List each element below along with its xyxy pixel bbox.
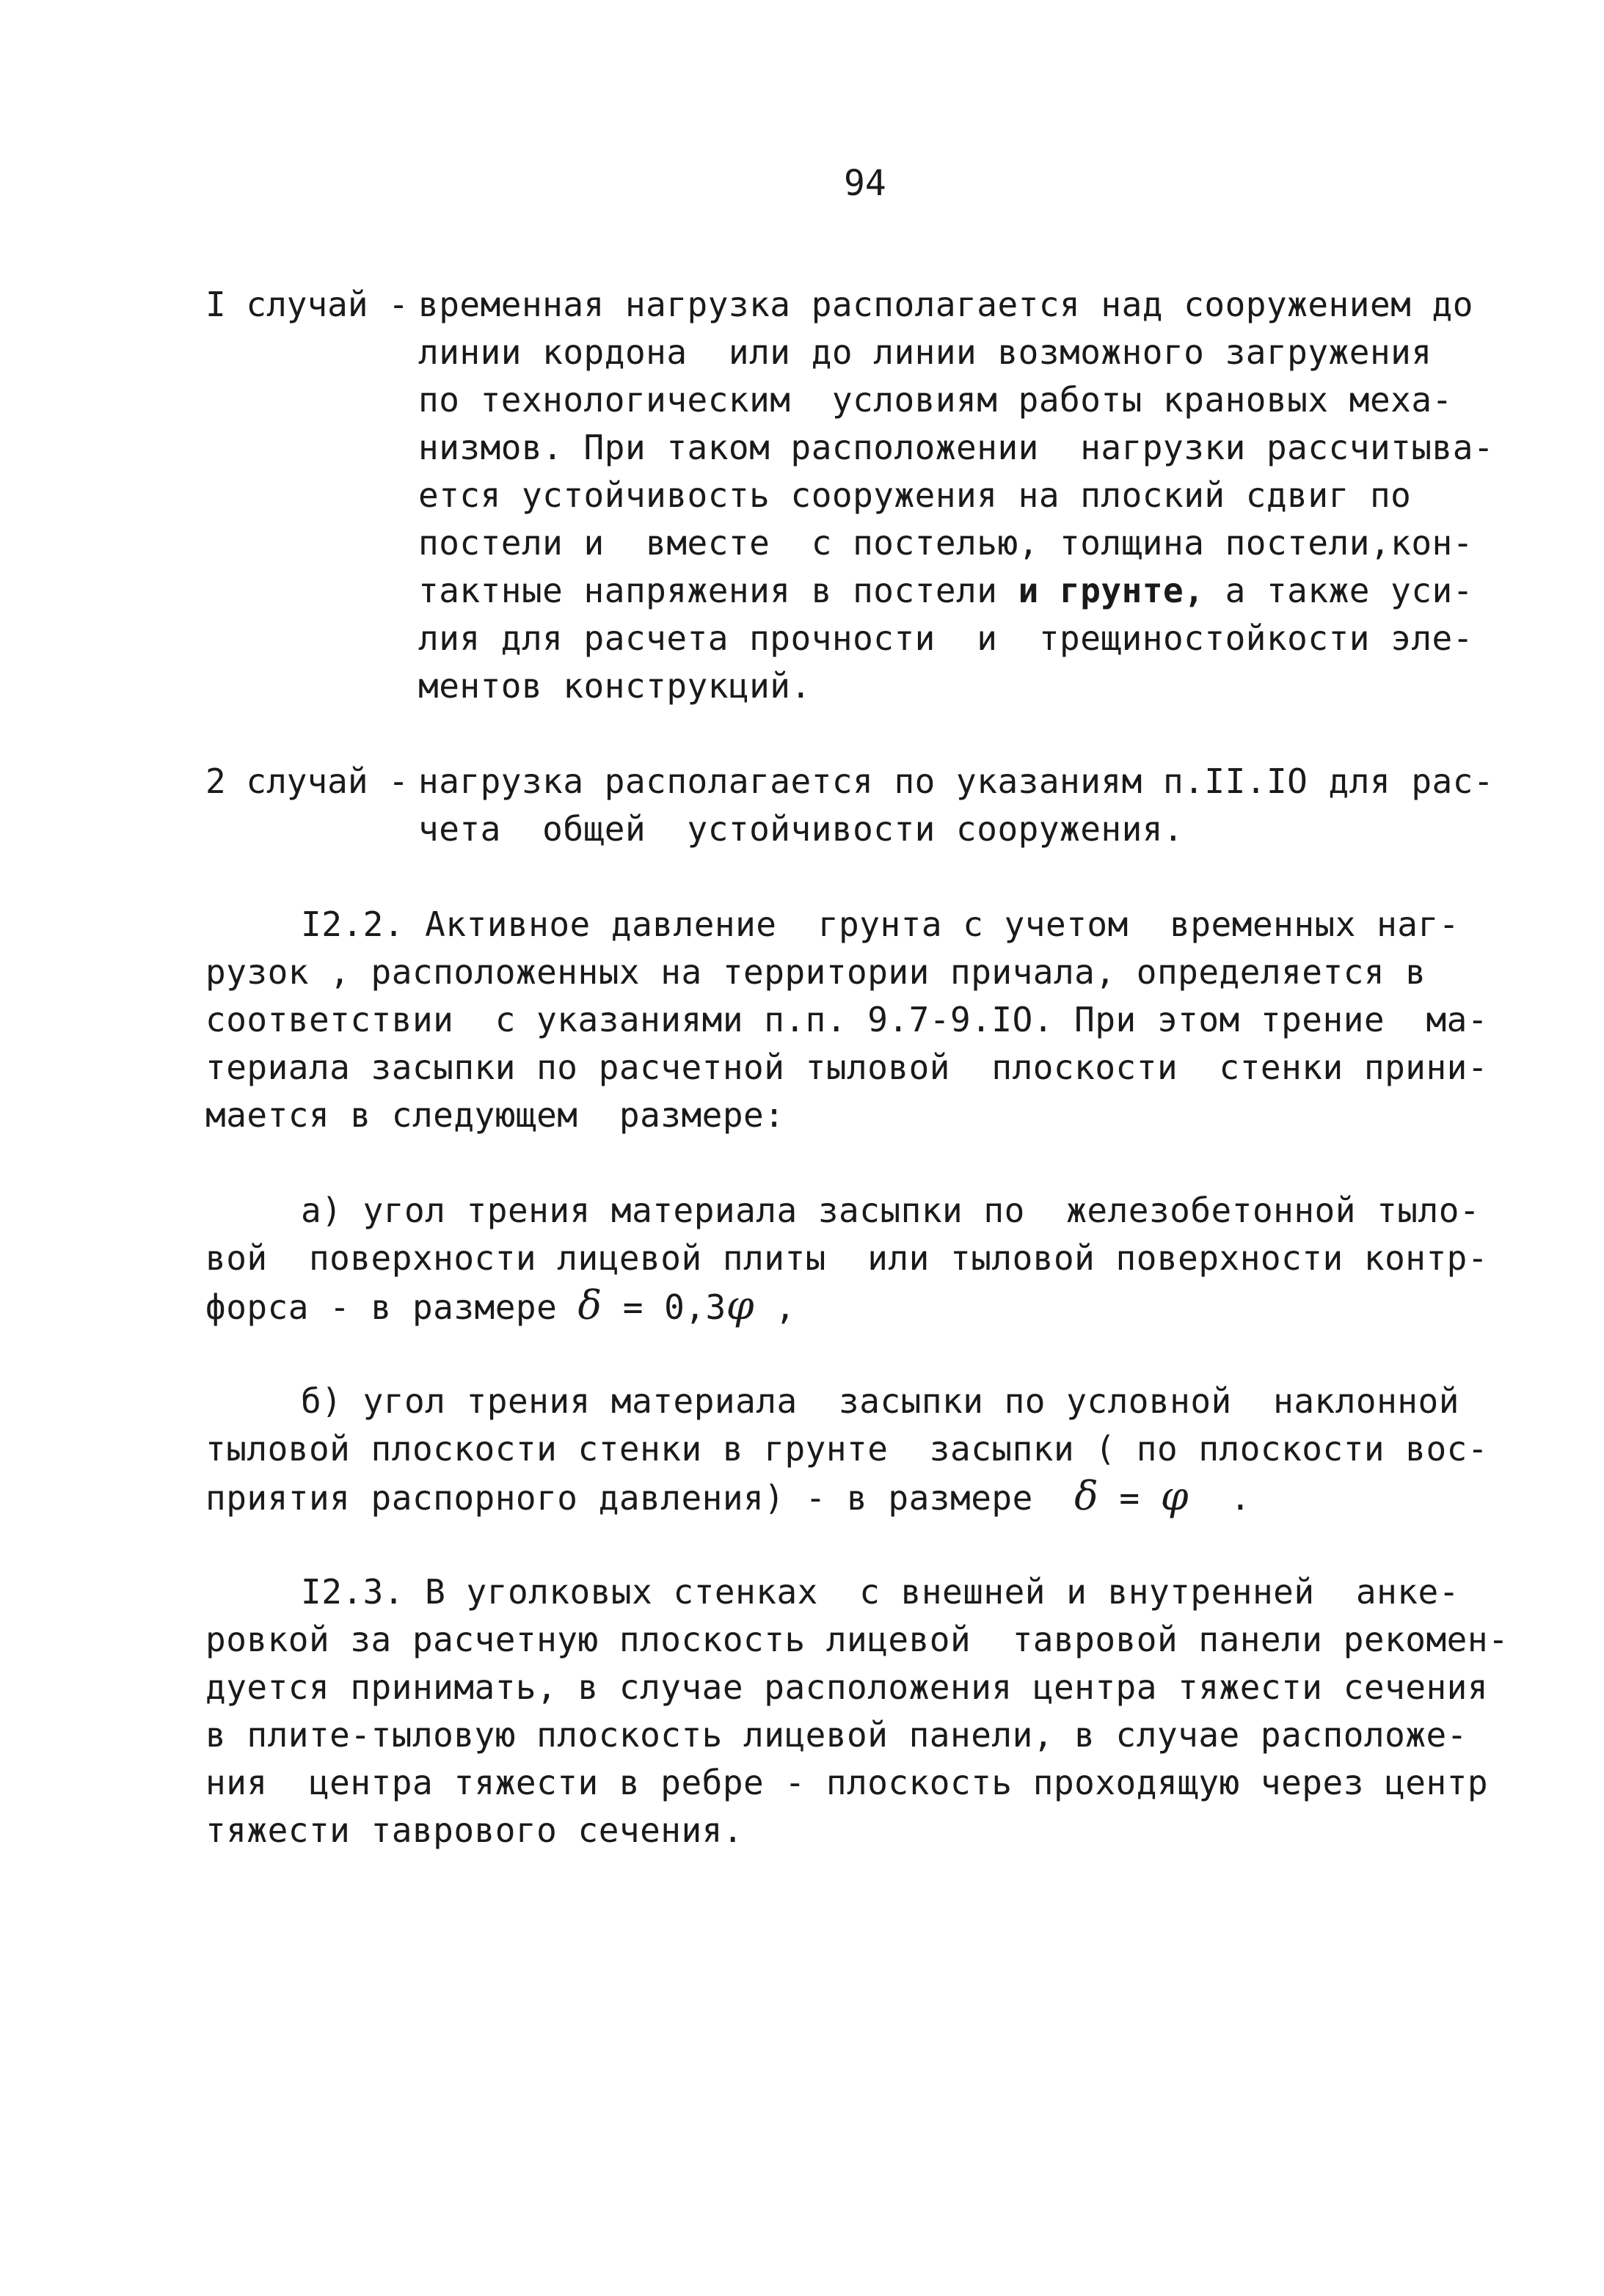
case-1-line-5: ется устойчивость сооружения на плоский сдвиг по <box>418 475 1412 515</box>
delta-symbol: δ <box>1074 1473 1099 1519</box>
case-2-line-2: чета общей устойчивости сооружения. <box>418 809 1184 849</box>
item-b-line-2: тыловой плоскости стенки в грунте засыпки ( по плоскости вос- <box>205 1429 1489 1469</box>
case-1-line-2: линии кордона или до линии возможного загружения <box>418 332 1432 372</box>
p12-3-line-4: в плите-тыловую плоскость лицевой панели, в случае расположе- <box>205 1715 1468 1755</box>
p12-2-line-3: соответствии с указаниями п.п. 9.7-9.IO. При этом трение ма- <box>205 1000 1489 1039</box>
case-2-label: 2 случай - <box>205 761 409 801</box>
p12-3-line-3: дуется принимать, в случае расположения центра тяжести сечения <box>205 1667 1489 1707</box>
phi-symbol: φ <box>726 1282 754 1328</box>
item-b-line-1: б) угол трения материала засыпки по условной наклонной <box>301 1381 1459 1421</box>
p12-3-line-5: ния центра тяжести в ребре - плоскость проходящую через центр <box>205 1763 1489 1802</box>
case-1-line-7-tail: а также уси- <box>1204 571 1473 610</box>
p12-2-line-2: рузок , расположенных на территории причала, определяется в <box>205 952 1426 992</box>
case-1-line-7 <box>418 568 1473 613</box>
item-a-line-2: вой поверхности лицевой плиты или тыловой поверхности контр- <box>205 1238 1489 1278</box>
p12-2-line-1: I2.2. Активное давление грунта с учетом временных наг- <box>301 904 1459 944</box>
case-1-label: I случай - <box>205 285 409 324</box>
item-a-formula-eq: = 0,3 <box>602 1287 726 1327</box>
item-b-formula-end: . <box>1189 1478 1251 1518</box>
case-1-line-6: постели и вместе с постелью, толщина постели,кон- <box>418 523 1473 563</box>
item-b-line-3-text: приятия распорного давления) - в размере <box>205 1478 1075 1518</box>
case-1-line-7-bold: и грунте, <box>997 571 1205 610</box>
case-1-line-4: низмов. При таком расположении нагрузки рассчитыва- <box>418 428 1495 467</box>
p12-2-line-4: териала засыпки по расчетной тыловой плоскости стенки прини- <box>205 1048 1489 1087</box>
case-2-line-1: нагрузка располагается по указаниям п.II.IO для рас- <box>418 761 1495 801</box>
p12-3-line-6: тяжести таврового сечения. <box>205 1810 744 1850</box>
phi-symbol: φ <box>1160 1473 1189 1519</box>
case-1-line-9: ментов конструкций. <box>418 666 812 706</box>
item-a-formula-end: , <box>754 1287 796 1327</box>
case-1-line-7-start: тактные напряжения в постели <box>418 571 998 610</box>
case-1-line-1: временная нагрузка располагается над сооружением до <box>418 285 1473 324</box>
case-1-line-3: по технологическим условиям работы крановых меха- <box>418 380 1453 420</box>
case-1-line-8: лия для расчета прочности и трещиностойкости эле- <box>418 618 1473 658</box>
item-a-line-1: а) угол трения материала засыпки по железобетонной тыло- <box>301 1191 1481 1230</box>
item-b-formula-eq: = <box>1098 1478 1161 1518</box>
delta-symbol: δ <box>577 1282 602 1328</box>
item-a-line-3 <box>205 1284 795 1329</box>
p12-2-line-5: мается в следующем размере: <box>205 1095 785 1135</box>
page-number: 94 <box>844 163 886 204</box>
item-a-line-3-text: форса - в размере <box>205 1287 578 1327</box>
item-b-line-3 <box>205 1474 1251 1520</box>
p12-3-line-1: I2.3. В уголковых стенках с внешней и внутренней анке- <box>301 1572 1459 1612</box>
p12-3-line-2: ровкой за расчетную плоскость лицевой тавровой панели рекомен- <box>205 1620 1509 1659</box>
